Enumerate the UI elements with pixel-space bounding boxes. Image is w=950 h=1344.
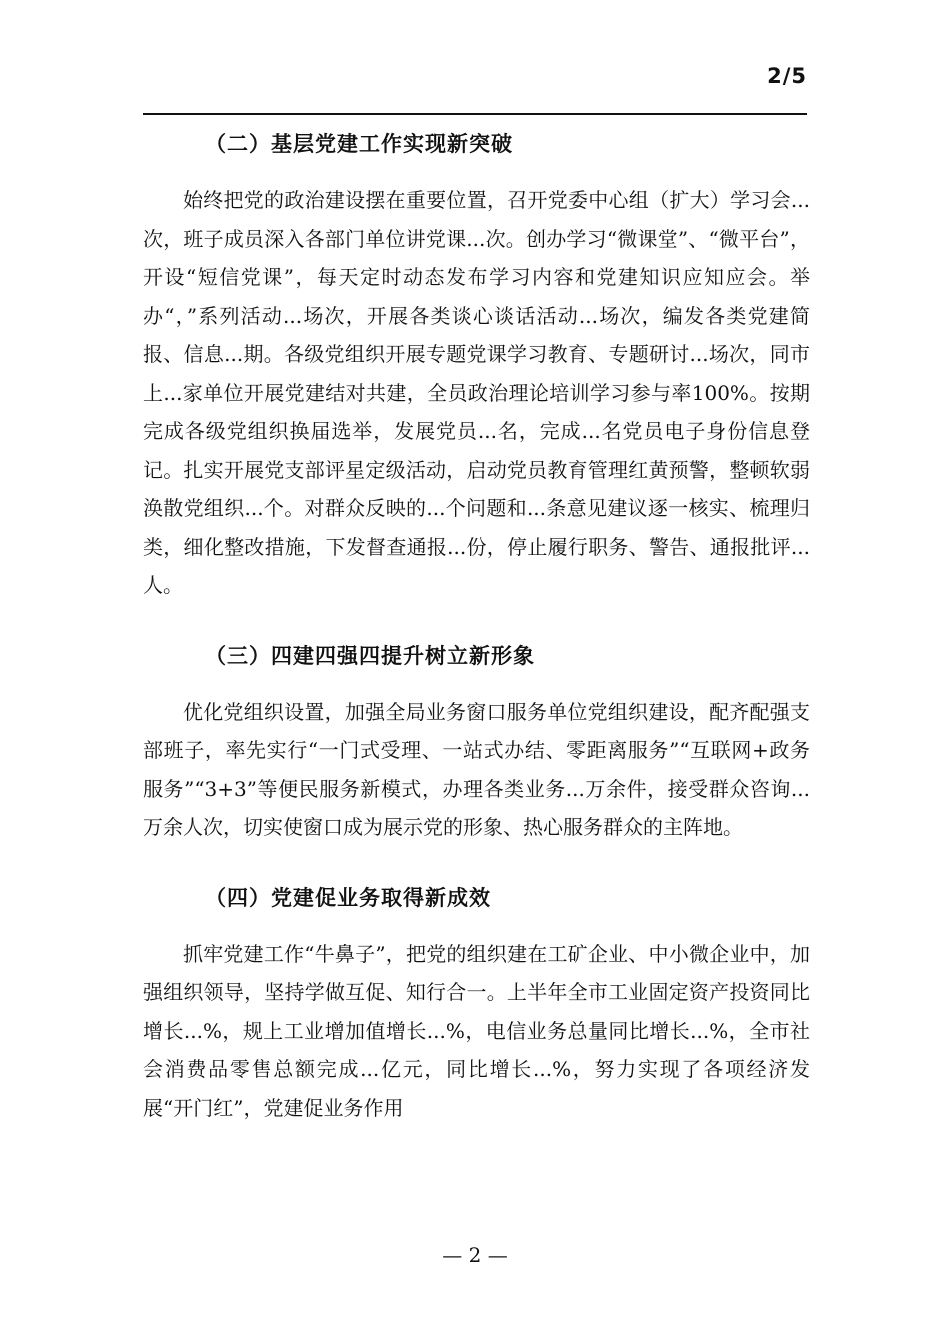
section-paragraph: 抓牢党建工作“牛鼻子”，把党的组织建在工矿企业、中小微企业中，加强组织领导，坚持学做互促、知行合一。上半年全市工业固定资产投资同比增长...%，规上工业增加值增长...%，电信业务总量同比增长...%，全市社会消费品零售总额完成...亿元，同比增长...%，努力实现了各项经济发展“开门红”，党建促业务作用 bbox=[143, 941, 810, 1120]
section-paragraph: 始终把党的政治建设摆在重要位置，召开党委中心组（扩大）学习会...次，班子成员深入各部门单位讲党课...次。创办学习“微课堂”、“微平台”，开设“短信党课”，每天定时动态发布学习内容和党建知识应知应会。举办“，”系列活动...场次，开展各类谈心谈话活动...场次，编发各类党建简报、信息...期。各级党组织开展专题党课学习教育、专题研讨...场次，同市上...家单位开展党建结对共建，全员政治理论培训学习参与率100%。按期完成各级党组织换届选举，发展党员...名，完成...名党员电子身份信息登记。扎实开展党支部评星定级活动，启动党员教育管理红黄预警，整顿软弱涣散党组织...个。对群众反映的...个问题和...条意见建议逐一核实、梳理归类，细化整改措施，下发督查通报...份，停止履行职务、警告、通报批评...人。 bbox=[143, 188, 810, 597]
section-heading: （二）基层党建工作实现新突破 bbox=[205, 132, 513, 156]
header-rule bbox=[143, 113, 807, 115]
section-new-image bbox=[143, 633, 810, 875]
section-business-results bbox=[143, 875, 810, 1128]
section-paragraph: 优化党组织设置，加强全局业务窗口服务单位党组织建设，配齐配强支部班子，率先实行“一门式受理、一站式办结、零距离服务”“互联网+政务服务”“3+3”等便民服务新模式，办理各类业务...万余件，接受群众咨询...万余人次，切实使窗口成为展示党的形象、热心服务群众的主阵地。 bbox=[143, 699, 810, 839]
document-body bbox=[143, 121, 810, 1127]
section-heading: （四）党建促业务取得新成效 bbox=[205, 885, 491, 910]
section-grassroots-party-building bbox=[143, 121, 810, 633]
page-counter: 2/5 bbox=[767, 64, 807, 88]
page-number: — 2 — bbox=[442, 1243, 508, 1267]
section-heading: （三）四建四强四提升树立新形象 bbox=[205, 643, 535, 668]
